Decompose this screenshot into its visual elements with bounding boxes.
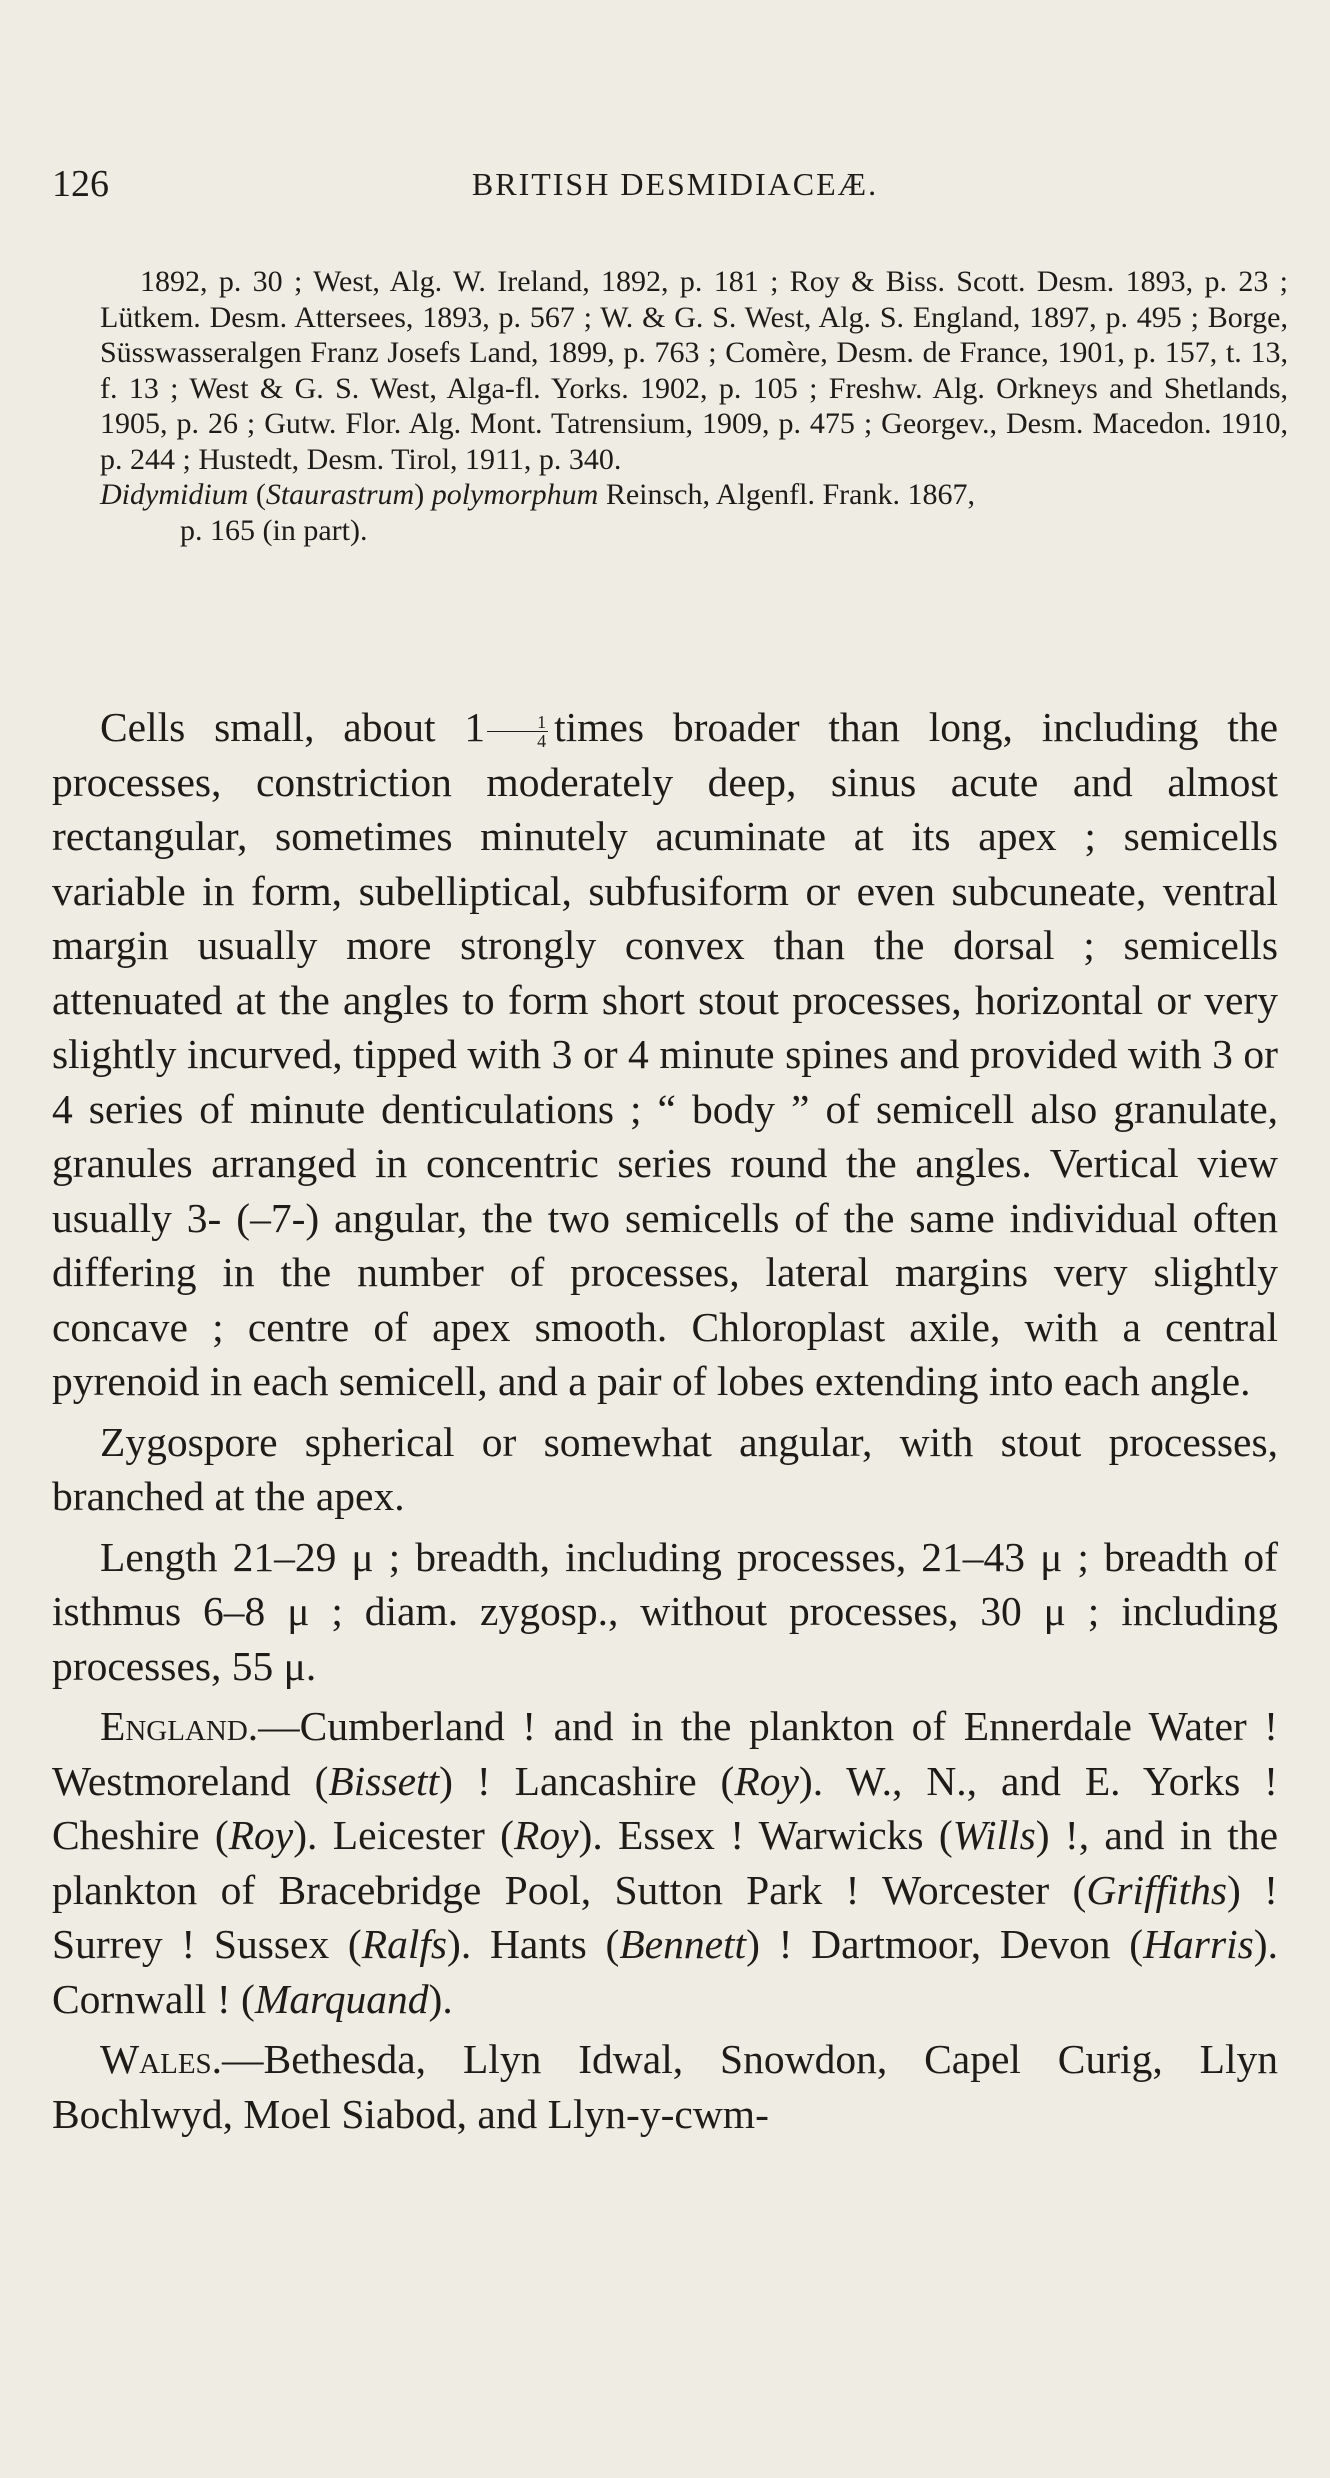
citation-tail: p. 165 (in part). — [180, 513, 368, 547]
page-number: 126 — [52, 163, 109, 205]
text-run: ). Cornwall ! ( — [52, 1921, 1278, 2022]
text-run: —Bethesda, Llyn Idwal, Snowdon, Capel Curig, Llyn Bochlwyd, Moel Siabod, and Llyn-y-cwm- — [52, 2036, 1278, 2137]
text-run: ). — [428, 1975, 453, 2022]
synonymy-citations: 1892, p. 30 ; West, Alg. W. Ireland, 1892, p. 181 ; Roy & Biss. Scott. Desm. 1893, p. 23 ; Lütkem. Desm. Attersees, 1893, p. 567 ; W. & G. S. West, Alg. S. England, 1897, p. 495 ; Borge, Süsswasseralgen Franz Josefs Land, 1899, p. 763 ; Comère, Desm. de France, 1901, p. 157, t. 13, f. 13 ; West & G. S. West, Alga-fl. Yorks. 1902, p. 105 ; Freshw. Alg. Orkneys and Shetlands, 1905, p. 26 ; Gutw. Flor. Alg. Mont. Tatrensium, 1909, p. 475 ; Georgev., Desm. Macedon. 1910, p. 244 ; Hustedt, Desm. Tirol, 1911, p. 340. — [100, 265, 1288, 476]
fraction-denominator: 4 — [537, 730, 547, 751]
text-run: ). W., N., and E. Yorks ! Cheshire ( — [52, 1757, 1278, 1858]
text-run: ) ! Dartmoor, Devon ( — [746, 1921, 1144, 1967]
text-run: Cells small, about 1 — [100, 704, 486, 750]
collector-name: Wills — [952, 1812, 1036, 1858]
collector-name: Marquand — [254, 1975, 429, 2022]
text-run: times broader than long, including the processes, constriction moderately deep, sinus acute and almost rectangular, sometimes minutely acuminate at its apex ; semicells variable in form, subelliptical, subfusiform or even subcuneate, ventral margin usually more strongly convex than the dorsal ; semicells attenuated at the angles to form short stout processes, horizontal or very slightly incurved, tipped with 3 or 4 minute spines and provided with 3 or 4 series of minute denticulations ; “ body ” of semicell also granulate, granules arranged in concentric series round the angles. Vertical view usually 3- (–7-) angular, the two semicells of the same individual often differing in the number of processes, lateral margins very slightly concave ; centre of apex smooth. Chloroplast axile, with a central pyrenoid in each semicell, and a pair of lobes extending into each angle. — [52, 704, 1278, 1404]
collector-name: Roy — [513, 1812, 579, 1858]
collector-name: Bennett — [619, 1921, 747, 1967]
synonymy-block — [100, 264, 1288, 548]
region-label-england: England. — [100, 1703, 259, 1749]
running-head: BRITISH DESMIDIACEÆ. — [471, 166, 879, 202]
zygospore-paragraph: Zygospore spherical or somewhat angular, with stout processes, branched at the apex. — [52, 1418, 1278, 1519]
subgenus-name: Staurastrum — [265, 478, 415, 511]
genus-name: Didymidium — [100, 478, 249, 511]
text-run: ) ! Surrey ! Sussex ( — [52, 1866, 1278, 1967]
body-text — [52, 700, 1278, 2141]
measurements-paragraph: Length 21–29 μ ; breadth, including processes, 21–43 μ ; breadth of isthmus 6–8 μ ; diam. zygosp., without processes, 30 μ ; including processes, 55 μ. — [52, 1533, 1278, 1689]
text-run: ). Essex ! Warwicks ( — [578, 1812, 953, 1858]
england-paragraph — [52, 1699, 1278, 2026]
collector-name: Bissett — [328, 1757, 440, 1804]
fraction-numerator: 1 — [487, 713, 548, 732]
collector-name: Roy — [228, 1812, 294, 1858]
fraction — [487, 713, 548, 750]
page-header — [52, 162, 1278, 212]
description-paragraph — [52, 700, 1278, 1409]
synonymy-didymidium — [100, 477, 1288, 548]
text-run: ) ! Lancashire ( — [439, 1757, 735, 1804]
text-run: ) !, and in the plankton of Bracebridge Pool, Sutton Park ! Worcester ( — [52, 1812, 1279, 1913]
collector-name: Ralfs — [361, 1921, 448, 1967]
collector-name: Roy — [734, 1757, 799, 1804]
text-run: ). Hants ( — [447, 1921, 620, 1967]
collector-name: Griffiths — [1086, 1866, 1228, 1913]
text-run: —Cumberland ! and in the plankton of Ennerdale Water ! Westmoreland ( — [52, 1703, 1278, 1804]
species-name: polymorphum — [431, 478, 599, 511]
text-run: Reinsch, Algenfl. Frank. 1867, — [598, 478, 975, 511]
text-run: ) — [414, 478, 432, 511]
text-run: ( — [248, 478, 266, 511]
region-label-wales: Wales. — [100, 2036, 223, 2082]
wales-paragraph — [52, 2032, 1278, 2141]
text-run: ). Leicester ( — [293, 1812, 514, 1858]
collector-name: Harris — [1143, 1921, 1254, 1967]
